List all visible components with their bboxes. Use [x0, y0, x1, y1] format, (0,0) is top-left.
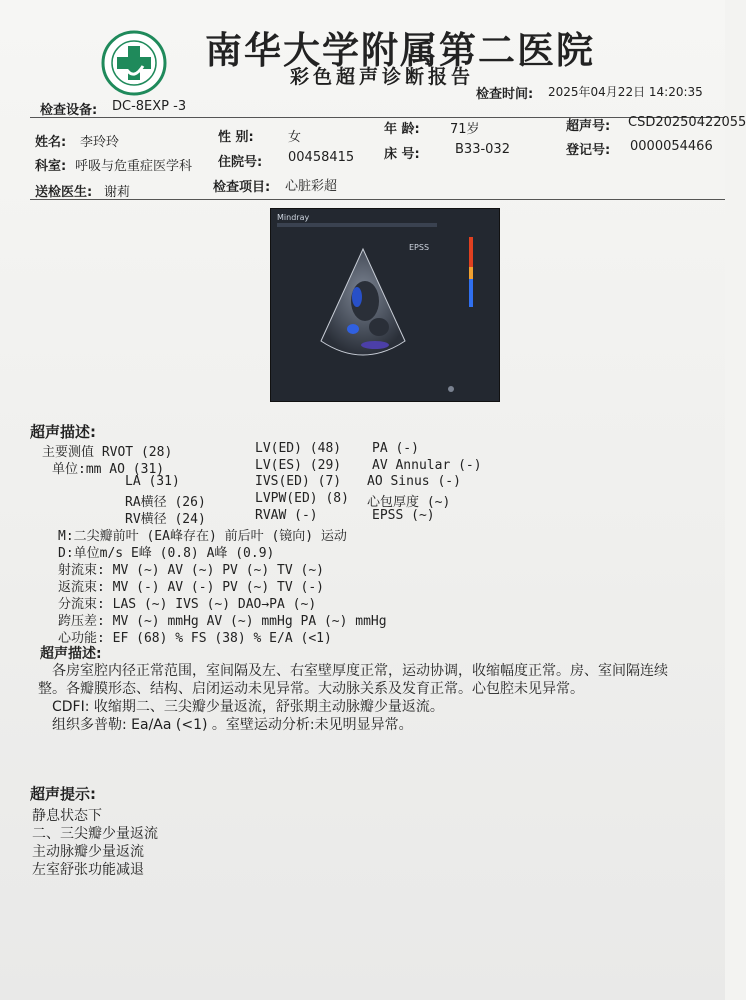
measure-row-5-col2: RVAW (-) — [255, 508, 318, 523]
gender-label: 性 别: — [218, 130, 254, 145]
exam-device-label: 检查设备: — [40, 103, 98, 118]
name-label: 姓名: — [35, 135, 67, 150]
measure-row-3-col1: LA (31) — [125, 474, 180, 489]
us-brand-text: Mindray — [277, 213, 310, 222]
conclusion-item-3: 主动脉瓣少量返流 — [32, 844, 144, 860]
measure-row-4-col2: LVPW(ED) (8) — [255, 491, 349, 506]
hospital-name: 南华大学附属第二医院 — [205, 28, 595, 72]
shunt-line: 分流束: LAS (~) IVS (~) DAO→PA (~) — [58, 597, 317, 612]
measure-row-1-col1: 主要测值 RVOT (28) — [42, 445, 173, 460]
age-label: 年 龄: — [384, 122, 420, 137]
measure-row-5-col1: RV横径 (24) — [125, 512, 206, 527]
measure-row-1-col2: LV(ED) (48) — [255, 441, 342, 456]
conclusion-item-2: 二、三尖瓣少量返流 — [32, 826, 158, 842]
echo-sector-graphic — [271, 209, 499, 401]
bed-label: 床 号: — [384, 147, 420, 162]
hospital-logo — [101, 30, 167, 96]
measure-row-4-col3: 心包厚度 (~) — [367, 495, 451, 510]
measure-row-4-col1: RA横径 (26) — [125, 495, 206, 510]
doctor-label: 送检医生: — [35, 185, 93, 200]
dept-value: 呼吸与危重症医学科 — [75, 159, 193, 174]
conclusion-item-1: 静息状态下 — [32, 808, 102, 824]
item-value: 心脏彩超 — [285, 179, 338, 194]
reg-label: 登记号: — [566, 143, 611, 158]
description-title: 超声描述: — [30, 423, 96, 441]
us-label-text: EPSS — [409, 243, 430, 252]
description-paragraph-1: 各房室腔内径正常范围，室间隔及左、右室壁厚度正常，运动协调，收缩幅度正常。房、室间隔连续 — [52, 663, 668, 679]
doppler-unit-line: D:单位m/s E峰 (0.8) A峰 (0.9) — [58, 546, 275, 561]
description-label: 超声描述: — [40, 646, 102, 662]
measure-row-5-col3: EPSS (~) — [372, 508, 435, 523]
cardiac-function-line: 心功能: EF (68) % FS (38) % E/A (<1) — [58, 631, 332, 646]
doctor-value: 谢莉 — [104, 185, 131, 200]
conclusion-title: 超声提示: — [30, 785, 96, 803]
ejection-line: 射流束: MV (~) AV (~) PV (~) TV (~) — [58, 563, 324, 578]
measure-row-3-col3: AO Sinus (-) — [367, 474, 461, 489]
m-mode-line: M:二尖瓣前叶 (EA峰存在) 前后叶 (镜向) 运动 — [58, 529, 347, 544]
report-title: 彩色超声诊断报告 — [290, 66, 475, 88]
exam-time-value: 2025年04月22日 14:20:35 — [548, 85, 703, 99]
measure-row-2-col2: LV(ES) (29) — [255, 458, 342, 473]
inpatient-label: 住院号: — [218, 155, 263, 170]
inpatient-value: 00458415 — [288, 150, 355, 165]
cdfi-line: CDFI: 收缩期二、三尖瓣少量返流，舒张期主动脉瓣少量返流。 — [52, 699, 444, 715]
tissue-doppler-line: 组织多普勒: Ea/Aa (<1) 。室壁运动分析:未见明显异常。 — [52, 717, 413, 733]
measure-row-2-col3: AV Annular (-) — [372, 458, 482, 473]
name-value: 李玲玲 — [80, 135, 120, 150]
regurgitation-line: 返流束: MV (-) AV (-) PV (~) TV (-) — [58, 580, 324, 595]
info-divider — [30, 199, 725, 200]
dept-label: 科室: — [35, 159, 67, 174]
reg-value: 0000054466 — [630, 139, 713, 154]
us-no-value: CSD20250422055 — [628, 115, 746, 130]
header-divider — [30, 117, 725, 118]
exam-time-label: 检查时间: — [476, 87, 534, 102]
measure-row-3-col2: IVS(ED) (7) — [255, 474, 342, 489]
us-no-label: 超声号: — [566, 119, 611, 134]
conclusion-item-4: 左室舒张功能减退 — [32, 862, 144, 878]
bed-value: B33-032 — [455, 142, 510, 157]
measure-row-1-col3: PA (-) — [372, 441, 419, 456]
age-value: 71岁 — [450, 122, 480, 137]
gender-value: 女 — [288, 130, 302, 145]
exam-device-value: DC-8EXP -3 — [112, 99, 187, 114]
item-label: 检查项目: — [213, 180, 271, 195]
ultrasound-image — [270, 208, 500, 402]
measure-row-2-col1: 单位:mm AO (31) — [52, 462, 165, 477]
description-paragraph-2: 整。各瓣膜形态、结构、启闭运动未见异常。大动脉关系及发育正常。心包腔未见异常。 — [38, 681, 584, 697]
gradient-line: 跨压差: MV (~) mmHg AV (~) mmHg PA (~) mmHg — [58, 614, 387, 629]
